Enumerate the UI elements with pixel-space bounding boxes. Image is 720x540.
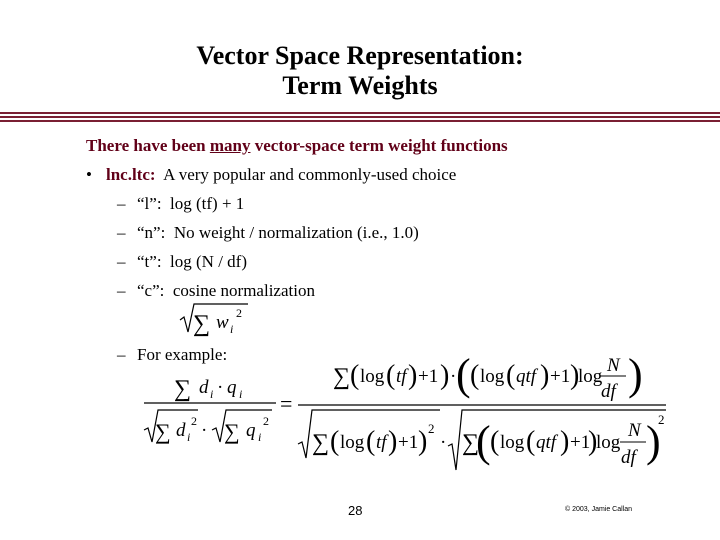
N-symbol: N bbox=[628, 420, 641, 441]
intro-prefix: There have been bbox=[86, 136, 210, 155]
sum-symbol: ∑ bbox=[224, 419, 240, 444]
square-exponent: 2 bbox=[428, 421, 435, 436]
plus-one: +1 bbox=[418, 366, 439, 387]
sum-symbol: ∑ bbox=[193, 311, 211, 337]
open-paren: ( bbox=[490, 426, 500, 457]
intro-emphasis: many bbox=[209, 136, 251, 155]
tf-symbol: tf bbox=[396, 366, 407, 387]
subitem-text: “l”: log (tf) + 1 bbox=[137, 194, 245, 213]
bullet-text: A very popular and commonly-used choice bbox=[155, 165, 457, 184]
bullet-key: lnc.ltc: bbox=[106, 165, 156, 184]
sum-symbol: ∑ bbox=[155, 419, 171, 444]
N-symbol: N bbox=[607, 355, 620, 376]
log-text: log bbox=[340, 432, 365, 453]
bullet-marker: • bbox=[86, 165, 92, 184]
plus-one: +1 bbox=[570, 432, 591, 453]
subitem-text: “n”: No weight / normalization (i.e., 1.0) bbox=[137, 223, 419, 242]
big-close-paren: ) bbox=[628, 350, 643, 399]
square-exponent: 2 bbox=[191, 414, 197, 428]
w-symbol: w bbox=[216, 312, 229, 333]
slide-title-line2: Term Weights bbox=[282, 71, 438, 100]
close-paren: ) bbox=[570, 360, 580, 391]
i-subscript: i bbox=[258, 430, 262, 444]
dot-symbol: · bbox=[440, 432, 447, 453]
sum-symbol: ∑ bbox=[174, 376, 192, 402]
close-paren: ) bbox=[418, 426, 428, 457]
close-paren: ) bbox=[588, 426, 598, 457]
i-subscript: i bbox=[239, 387, 243, 401]
page-number: 28 bbox=[348, 503, 363, 518]
df-symbol: df bbox=[621, 447, 636, 468]
dash: – bbox=[117, 345, 126, 364]
open-paren: ( bbox=[470, 360, 480, 391]
close-paren: ) bbox=[440, 360, 450, 391]
subitem-text: “t”: log (N / df) bbox=[137, 252, 247, 271]
copyright-notice: © 2003, Jamie Callan bbox=[565, 506, 633, 513]
dot-symbol: · bbox=[450, 366, 457, 387]
log-text: log bbox=[500, 432, 525, 453]
plus-one: +1 bbox=[398, 432, 419, 453]
big-open-paren: ( bbox=[456, 350, 471, 399]
close-paren: ) bbox=[560, 426, 570, 457]
close-paren: ) bbox=[388, 426, 398, 457]
equals-sign: = bbox=[280, 391, 293, 416]
square-exponent: 2 bbox=[658, 412, 665, 427]
open-paren: ( bbox=[366, 426, 376, 457]
open-paren: ( bbox=[350, 360, 360, 391]
log-text: log bbox=[480, 366, 505, 387]
q-symbol: q bbox=[227, 377, 237, 398]
open-paren: ( bbox=[526, 426, 536, 457]
sum-symbol: ∑ bbox=[312, 430, 330, 456]
intro-suffix: vector-space term weight functions bbox=[250, 136, 508, 155]
qtf-symbol: qtf bbox=[536, 432, 557, 453]
dash: – bbox=[117, 223, 126, 242]
log-text: log bbox=[578, 366, 603, 387]
open-paren: ( bbox=[386, 360, 396, 391]
tf-symbol: tf bbox=[376, 432, 387, 453]
sum-symbol: ∑ bbox=[333, 364, 351, 390]
df-symbol: df bbox=[601, 381, 616, 402]
subitem-text: “c”: cosine normalization bbox=[137, 281, 315, 300]
qtf-symbol: qtf bbox=[516, 366, 537, 387]
i-subscript: i bbox=[210, 387, 214, 401]
q-symbol: q bbox=[246, 420, 256, 441]
square-exponent: 2 bbox=[236, 306, 242, 320]
i-subscript: i bbox=[187, 430, 191, 444]
open-paren: ( bbox=[330, 426, 340, 457]
dash: – bbox=[117, 281, 126, 300]
big-open-paren: ( bbox=[476, 417, 491, 466]
sum-symbol: ∑ bbox=[462, 430, 480, 456]
log-text: log bbox=[360, 366, 385, 387]
square-exponent: 2 bbox=[263, 414, 269, 428]
close-paren: ) bbox=[540, 360, 550, 391]
d-symbol: d bbox=[176, 420, 186, 441]
open-paren: ( bbox=[506, 360, 516, 391]
log-text: log bbox=[596, 432, 621, 453]
slide-title-line1: Vector Space Representation: bbox=[196, 41, 524, 70]
i-subscript: i bbox=[230, 322, 234, 336]
big-close-paren: ) bbox=[646, 417, 661, 466]
close-paren: ) bbox=[408, 360, 418, 391]
dot-symbol: · bbox=[217, 377, 224, 398]
dash: – bbox=[117, 194, 126, 213]
example-text: For example: bbox=[137, 345, 228, 364]
dash: – bbox=[117, 252, 126, 271]
plus-one: +1 bbox=[550, 366, 571, 387]
d-symbol: d bbox=[199, 377, 209, 398]
dot-symbol: · bbox=[201, 420, 208, 441]
